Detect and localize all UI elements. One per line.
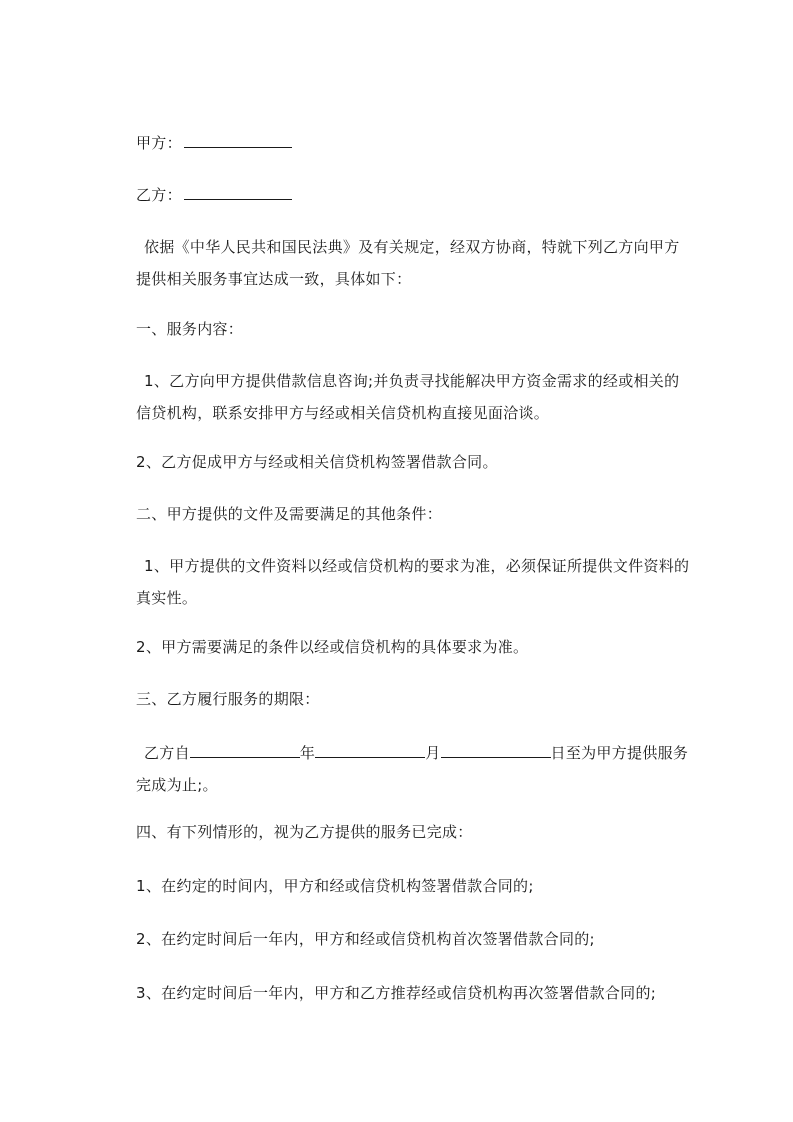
section3-term-line-2: 完成为止;。 [136,776,218,794]
party-b-label: 乙方： [136,186,182,204]
section4-item2: 2、在约定时间后一年内，甲方和经或信贷机构首次签署借款合同的; [136,930,595,948]
intro-line-1: 依据《中华人民共和国民法典》及有关规定，经双方协商，特就下列乙方向甲方 [144,238,680,256]
section1-item2: 2、乙方促成甲方与经或相关信贷机构签署借款合同。 [136,453,498,471]
section2-heading: 二、甲方提供的文件及需要满足的其他条件： [136,505,443,523]
party-b-line [136,184,292,205]
section2-item2: 2、甲方需要满足的条件以经或信贷机构的具体要求为准。 [136,638,529,656]
start-month-blank [315,742,425,758]
section4-item1: 1、在约定的时间内，甲方和经或信贷机构签署借款合同的; [136,877,534,895]
start-day-blank [441,742,551,758]
intro-line-2: 提供相关服务事宜达成一致，具体如下： [136,270,412,288]
section1-item1-line-1: 1、乙方向甲方提供借款信息咨询;并负责寻找能解决甲方资金需求的经或相关的 [144,372,680,390]
term-suffix: 日至为甲方提供服务 [550,744,689,762]
term-month-label: 月 [425,744,441,762]
intro-paragraph [136,237,716,289]
section4-item3: 3、在约定时间后一年内，甲方和乙方推荐经或信贷机构再次签署借款合同的; [136,984,657,1002]
section3-heading: 三、乙方履行服务的期限： [136,690,320,708]
party-a-line [136,132,292,153]
party-a-blank [184,132,292,148]
section2-item1 [136,556,716,608]
section1-item1-line-2: 信贷机构，联系安排甲方与经或相关信贷机构直接见面洽谈。 [136,404,550,422]
section3-term [136,742,716,795]
section1-heading: 一、服务内容： [136,320,244,338]
term-prefix: 乙方自 [144,744,190,762]
start-year-blank [190,742,300,758]
section4-heading: 四、有下列情形的，视为乙方提供的服务已完成： [136,823,473,841]
section1-item1 [136,371,716,423]
section3-term-line-1 [136,742,716,763]
section2-item1-line-2: 真实性。 [136,589,198,607]
section2-item1-line-1: 1、甲方提供的文件资料以经或信贷机构的要求为准，必须保证所提供文件资料的 [144,557,690,575]
party-a-label: 甲方： [136,134,182,152]
term-year-label: 年 [299,744,316,762]
party-b-blank [184,184,292,200]
